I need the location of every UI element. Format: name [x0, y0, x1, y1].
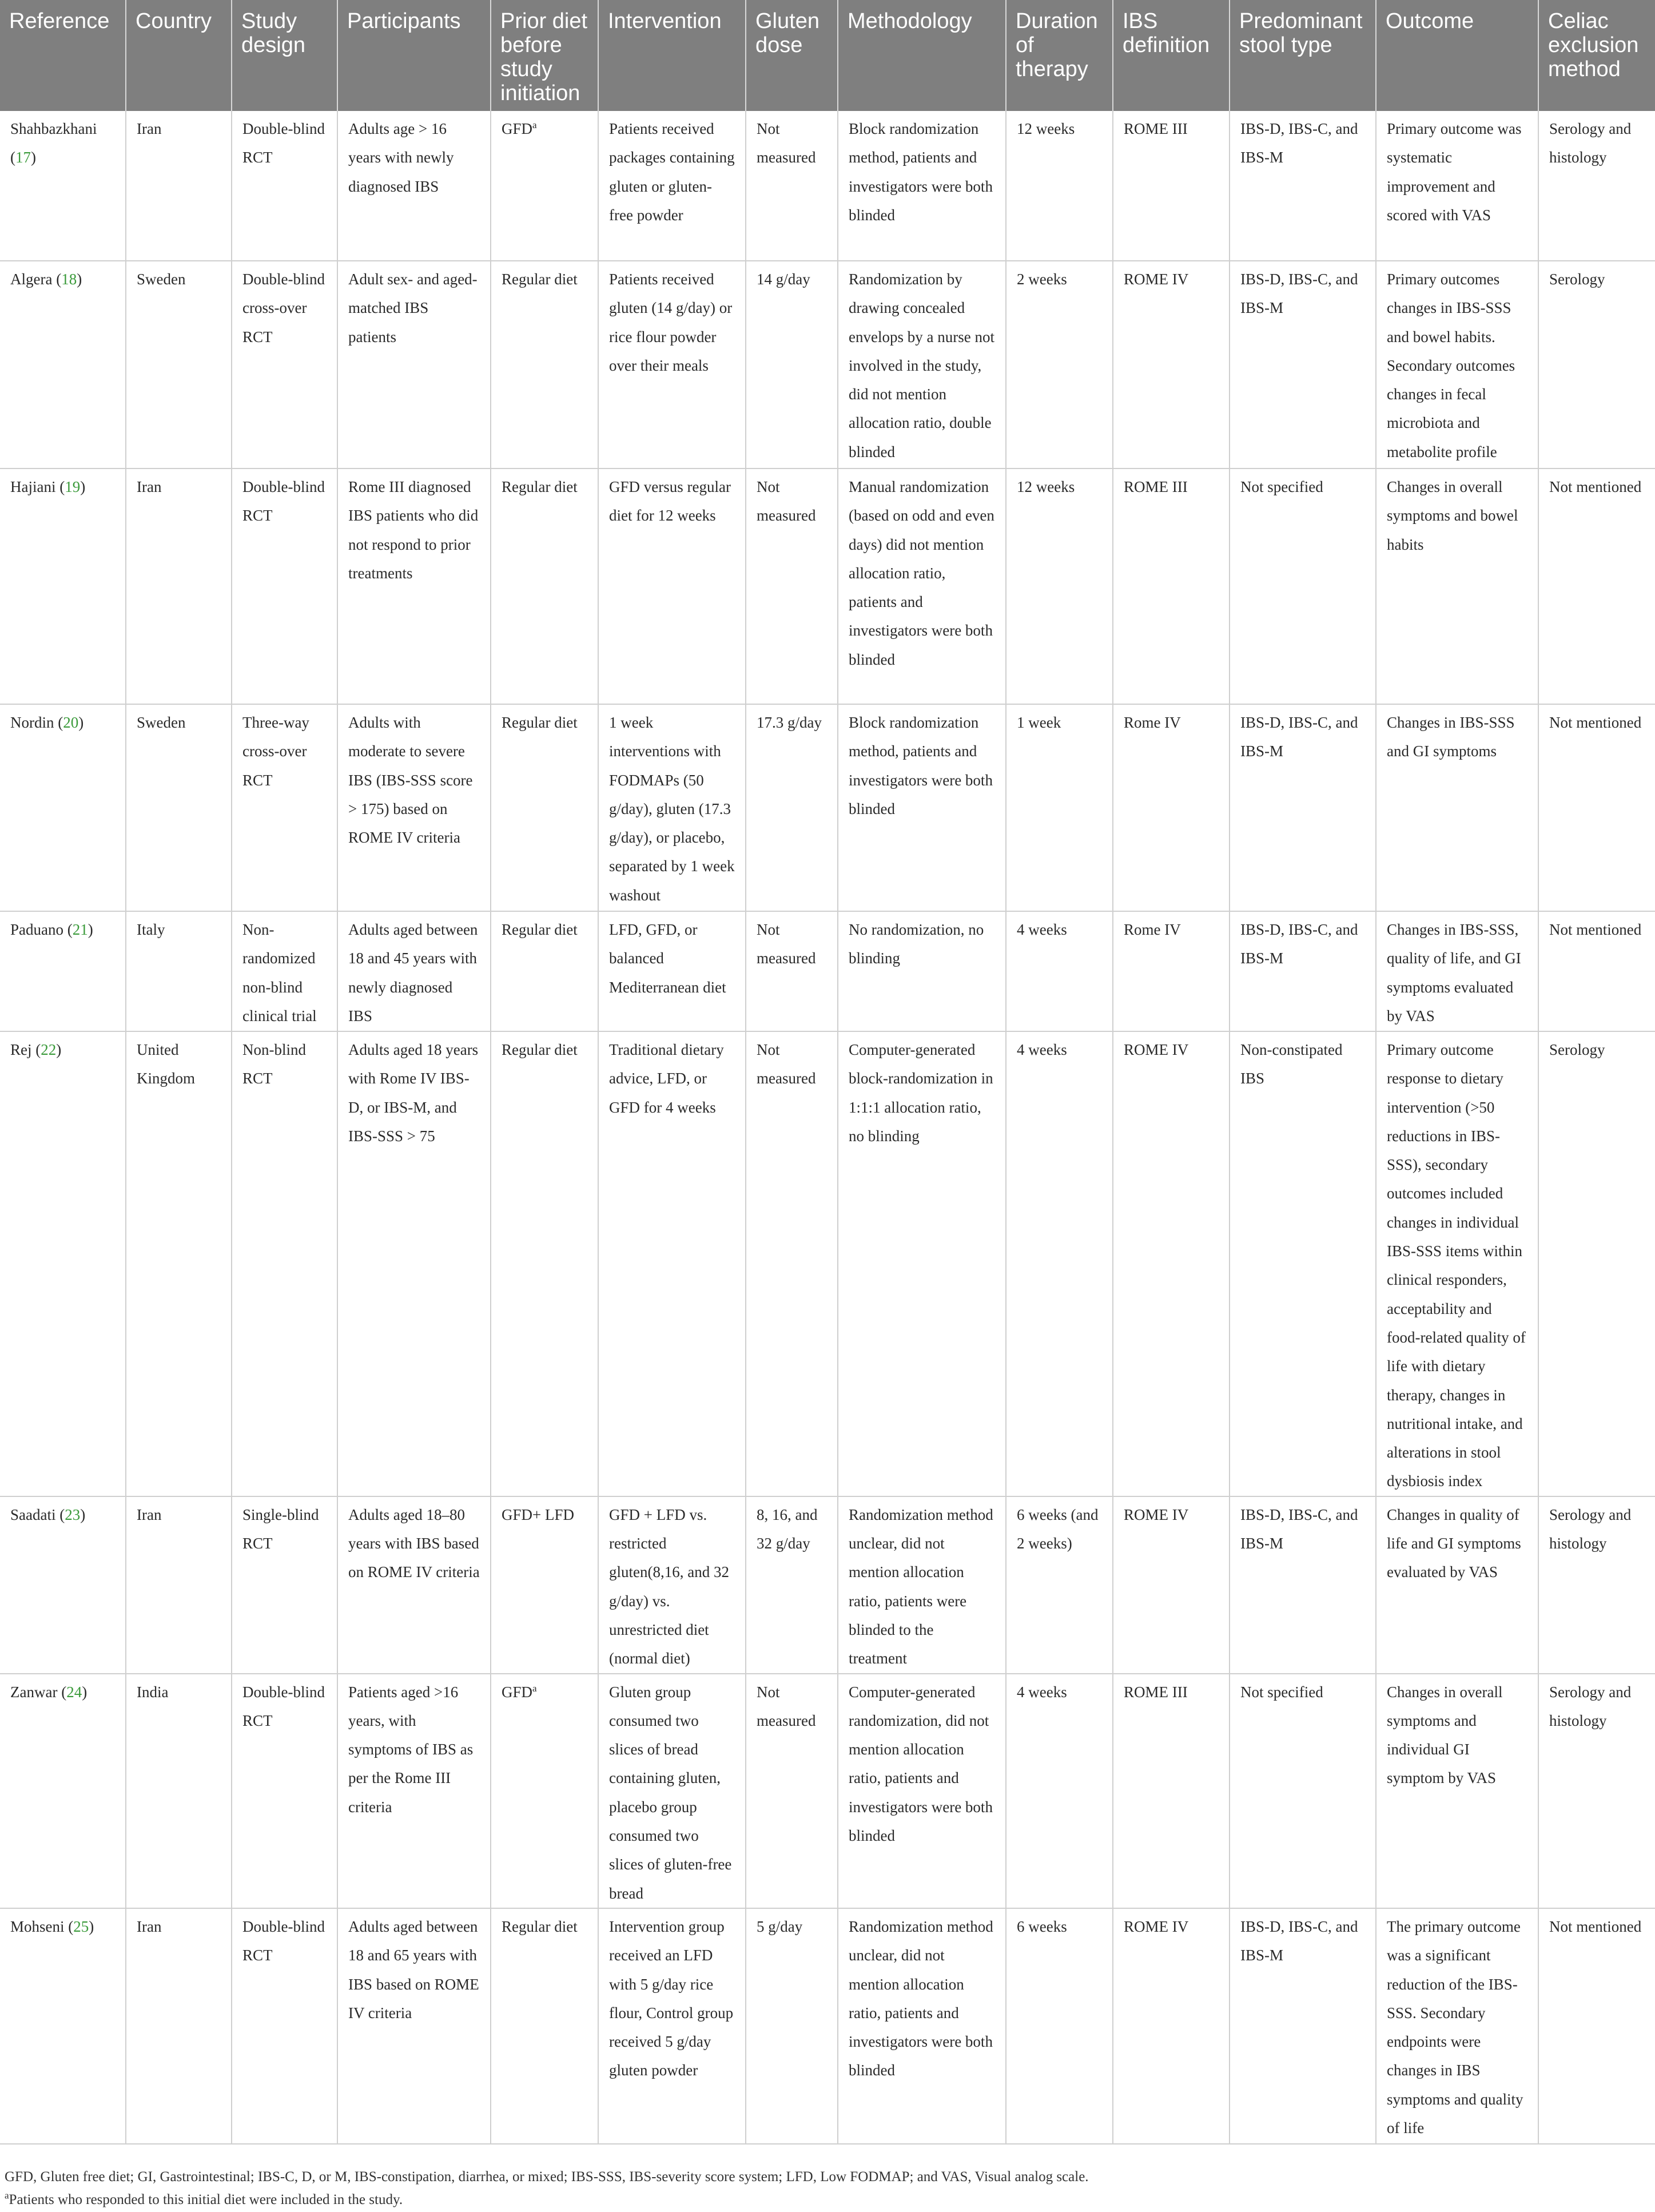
- prior-diet-text: GFD: [502, 1683, 533, 1701]
- participants-cell: Adults age > 16 years with newly diagnosed IBS: [337, 111, 491, 261]
- intervention-cell: 1 week interventions with FODMAPs (50 g/day), gluten (17.3 g/day), or placebo, separated by 1 week washout: [598, 704, 746, 911]
- prior-diet-cell: [491, 1908, 598, 2144]
- participants-cell: Adults with moderate to severe IBS (IBS-SSS score > 175) based on ROME IV criteria: [337, 704, 491, 911]
- country-cell: Iran: [126, 1496, 232, 1674]
- dose-cell: 8, 16, and 32 g/day: [746, 1496, 838, 1674]
- prior-diet-cell: [491, 261, 598, 468]
- table-row: [0, 1031, 1655, 1496]
- reference-author: Shahbazkhani: [10, 120, 97, 137]
- citation-link[interactable]: 17: [15, 149, 31, 166]
- header-participants: Participants: [337, 0, 491, 111]
- prior-diet-cell: [491, 111, 598, 261]
- stool-type-cell: IBS-D, IBS-C, and IBS-M: [1230, 704, 1376, 911]
- dose-cell: Not measured: [746, 111, 838, 261]
- header-row: [0, 0, 1655, 111]
- country-cell: Iran: [126, 1908, 232, 2144]
- reference-cell: Rej (22): [0, 1031, 126, 1496]
- citation-link[interactable]: 19: [65, 478, 81, 495]
- design-cell: Double-blind cross-over RCT: [232, 261, 337, 468]
- dose-cell: Not measured: [746, 911, 838, 1031]
- country-cell: Sweden: [126, 261, 232, 468]
- header-reference: Reference: [0, 0, 126, 111]
- definition-cell: Rome IV: [1113, 911, 1230, 1031]
- country-cell: United Kingdom: [126, 1031, 232, 1496]
- reference-cell: Zanwar (24): [0, 1674, 126, 1908]
- reference-author: Paduano: [10, 921, 63, 938]
- stool-type-cell: IBS-D, IBS-C, and IBS-M: [1230, 1908, 1376, 2144]
- header-stool-type: Predominant stool type: [1230, 0, 1376, 111]
- definition-cell: ROME IV: [1113, 1031, 1230, 1496]
- abbreviations-footnote: GFD, Gluten free diet; GI, Gastrointestinal; IBS-C, D, or M, IBS-constipation, diarrhea, or mixed; IBS-SSS, IBS-severity score system; LFD, Low FODMAP; and VAS, Visual analog scale.: [5, 2169, 1089, 2185]
- design-cell: Double-blind RCT: [232, 1908, 337, 2144]
- duration-cell: 6 weeks: [1006, 1908, 1113, 2144]
- country-cell: Iran: [126, 111, 232, 261]
- methodology-cell: Randomization method unclear, did not mention allocation ratio, patients and investigators were both blinded: [838, 1908, 1006, 2144]
- design-cell: Double-blind RCT: [232, 468, 337, 704]
- intervention-cell: GFD versus regular diet for 12 weeks: [598, 468, 746, 704]
- reference-author: Hajiani: [10, 478, 56, 495]
- header-country: Country: [126, 0, 232, 111]
- celiac-cell: Not mentioned: [1538, 911, 1655, 1031]
- celiac-cell: Serology and histology: [1538, 111, 1655, 261]
- citation-link[interactable]: 24: [66, 1683, 82, 1701]
- a-footnote: [5, 2189, 1646, 2211]
- citation-link[interactable]: 25: [73, 1917, 89, 1935]
- dose-cell: Not measured: [746, 1031, 838, 1496]
- stool-type-cell: Not specified: [1230, 1674, 1376, 1908]
- design-cell: Double-blind RCT: [232, 111, 337, 261]
- participants-cell: Adults aged between 18 and 45 years with newly diagnosed IBS: [337, 911, 491, 1031]
- participants-cell: Rome III diagnosed IBS patients who did not respond to prior treatments: [337, 468, 491, 704]
- definition-cell: ROME IV: [1113, 1908, 1230, 2144]
- table-body: [0, 111, 1655, 2144]
- prior-diet-cell: [491, 1496, 598, 1674]
- design-cell: Double-blind RCT: [232, 1674, 337, 1908]
- intervention-cell: Patients received gluten (14 g/day) or rice flour powder over their meals: [598, 261, 746, 468]
- prior-diet-text: GFD+ LFD: [502, 1506, 574, 1523]
- outcome-cell: Primary outcome was systematic improvement and scored with VAS: [1376, 111, 1538, 261]
- prior-diet-text: Regular diet: [502, 714, 578, 731]
- prior-diet-cell: [491, 1031, 598, 1496]
- prior-diet-text: Regular diet: [502, 1041, 578, 1058]
- methodology-cell: Randomization by drawing concealed envelops by a nurse not involved in the study, did not mention allocation ratio, double blinded: [838, 261, 1006, 468]
- table-row: [0, 911, 1655, 1031]
- celiac-cell: Serology and histology: [1538, 1496, 1655, 1674]
- prior-diet-text: Regular diet: [502, 921, 578, 938]
- reference-cell: Shahbazkhani (17): [0, 111, 126, 261]
- header-intervention: Intervention: [598, 0, 746, 111]
- outcome-cell: Changes in IBS-SSS, quality of life, and GI symptoms evaluated by VAS: [1376, 911, 1538, 1031]
- methodology-cell: Block randomization method, patients and investigators were both blinded: [838, 111, 1006, 261]
- intervention-cell: Gluten group consumed two slices of bread containing gluten, placebo group consumed two slices of gluten-free bread: [598, 1674, 746, 1908]
- design-cell: Single-blind RCT: [232, 1496, 337, 1674]
- country-cell: Sweden: [126, 704, 232, 911]
- header-duration: Duration of therapy: [1006, 0, 1113, 111]
- outcome-cell: Changes in IBS-SSS and GI symptoms: [1376, 704, 1538, 911]
- dose-cell: 14 g/day: [746, 261, 838, 468]
- participants-cell: Adults aged 18 years with Rome IV IBS-D, or IBS-M, and IBS-SSS > 75: [337, 1031, 491, 1496]
- reference-cell: Hajiani (19): [0, 468, 126, 704]
- celiac-cell: Not mentioned: [1538, 704, 1655, 911]
- header-prior-diet: Prior diet before study initiation: [491, 0, 598, 111]
- table-row: [0, 468, 1655, 704]
- reference-cell: Nordin (20): [0, 704, 126, 911]
- duration-cell: 4 weeks: [1006, 1674, 1113, 1908]
- intervention-cell: Patients received packages containing gluten or gluten-free powder: [598, 111, 746, 261]
- definition-cell: ROME III: [1113, 111, 1230, 261]
- participants-cell: Adults aged between 18 and 65 years with IBS based on ROME IV criteria: [337, 1908, 491, 2144]
- stool-type-cell: Not specified: [1230, 468, 1376, 704]
- participants-cell: Patients aged >16 years, with symptoms of IBS as per the Rome III criteria: [337, 1674, 491, 1908]
- design-cell: Three-way cross-over RCT: [232, 704, 337, 911]
- reference-author: Algera: [10, 271, 53, 288]
- outcome-cell: Primary outcomes changes in IBS-SSS and bowel habits. Secondary outcomes changes in fecal microbiota and metabolite profile: [1376, 261, 1538, 468]
- duration-cell: 6 weeks (and 2 weeks): [1006, 1496, 1113, 1674]
- prior-diet-text: Regular diet: [502, 1917, 578, 1935]
- reference-author: Nordin: [10, 714, 54, 731]
- header-outcome: Outcome: [1376, 0, 1538, 111]
- duration-cell: 1 week: [1006, 704, 1113, 911]
- celiac-cell: Not mentioned: [1538, 1908, 1655, 2144]
- header-methodology: Methodology: [838, 0, 1006, 111]
- header-ibs-definition: IBS definition: [1113, 0, 1230, 111]
- definition-cell: ROME IV: [1113, 261, 1230, 468]
- table-row: [0, 1674, 1655, 1908]
- definition-cell: ROME IV: [1113, 1496, 1230, 1674]
- table-row: [0, 1496, 1655, 1674]
- methodology-cell: Manual randomization (based on odd and even days) did not mention allocation ratio, patients and investigators were both blinded: [838, 468, 1006, 704]
- table-row: [0, 1908, 1655, 2144]
- reference-cell: Paduano (21): [0, 911, 126, 1031]
- citation-link[interactable]: 23: [65, 1506, 81, 1523]
- header-study-design: Study design: [232, 0, 337, 111]
- intervention-cell: GFD + LFD vs. restricted gluten(8,16, and 32 g/day) vs. unrestricted diet (normal diet): [598, 1496, 746, 1674]
- citation-link[interactable]: 21: [72, 921, 88, 938]
- participants-cell: Adult sex- and aged-matched IBS patients: [337, 261, 491, 468]
- duration-cell: 4 weeks: [1006, 911, 1113, 1031]
- dose-cell: 5 g/day: [746, 1908, 838, 2144]
- outcome-cell: The primary outcome was a significant reduction of the IBS-SSS. Secondary endpoints were changes in IBS symptoms and quality of life: [1376, 1908, 1538, 2144]
- a-footnote-marker: a: [5, 2190, 9, 2201]
- celiac-cell: Not mentioned: [1538, 468, 1655, 704]
- duration-cell: 12 weeks: [1006, 468, 1113, 704]
- table-row: [0, 704, 1655, 911]
- prior-diet-cell: [491, 1674, 598, 1908]
- celiac-cell: Serology and histology: [1538, 1674, 1655, 1908]
- reference-cell: Mohseni (25): [0, 1908, 126, 2144]
- prior-diet-cell: [491, 468, 598, 704]
- reference-author: Mohseni: [10, 1917, 65, 1935]
- prior-diet-text: Regular diet: [502, 271, 578, 288]
- celiac-cell: Serology: [1538, 1031, 1655, 1496]
- outcome-cell: Primary outcome response to dietary intervention (>50 reductions in IBS-SSS), secondary outcomes included changes in individual IBS-SSS items within clinical responders, acceptability and food-related quality of life with dietary therapy, changes in nutritional intake, and alterations in stool dysbiosis index: [1376, 1031, 1538, 1496]
- outcome-cell: Changes in quality of life and GI symptoms evaluated by VAS: [1376, 1496, 1538, 1674]
- stool-type-cell: IBS-D, IBS-C, and IBS-M: [1230, 261, 1376, 468]
- footnote-marker: a: [532, 1682, 537, 1694]
- intervention-cell: Traditional dietary advice, LFD, or GFD for 4 weeks: [598, 1031, 746, 1496]
- stool-type-cell: IBS-D, IBS-C, and IBS-M: [1230, 111, 1376, 261]
- header-celiac-exclusion: Celiac exclusion method: [1538, 0, 1655, 111]
- reference-cell: Algera (18): [0, 261, 126, 468]
- methodology-cell: No randomization, no blinding: [838, 911, 1006, 1031]
- intervention-cell: Intervention group received an LFD with 5 g/day rice flour, Control group received 5 g/day gluten powder: [598, 1908, 746, 2144]
- reference-author: Rej: [10, 1041, 32, 1058]
- prior-diet-cell: [491, 704, 598, 911]
- country-cell: Iran: [126, 468, 232, 704]
- outcome-cell: Changes in overall symptoms and bowel habits: [1376, 468, 1538, 704]
- participants-cell: Adults aged 18–80 years with IBS based on ROME IV criteria: [337, 1496, 491, 1674]
- dose-cell: 17.3 g/day: [746, 704, 838, 911]
- prior-diet-cell: [491, 911, 598, 1031]
- citation-link[interactable]: 20: [63, 714, 79, 731]
- duration-cell: 4 weeks: [1006, 1031, 1113, 1496]
- table-row: [0, 111, 1655, 261]
- stool-type-cell: IBS-D, IBS-C, and IBS-M: [1230, 1496, 1376, 1674]
- citation-link[interactable]: 22: [41, 1041, 57, 1058]
- country-cell: India: [126, 1674, 232, 1908]
- citation-link[interactable]: 18: [61, 271, 77, 288]
- prior-diet-text: GFD: [502, 120, 533, 137]
- dose-cell: Not measured: [746, 1674, 838, 1908]
- reference-author: Saadati: [10, 1506, 56, 1523]
- methodology-cell: Block randomization method, patients and investigators were both blinded: [838, 704, 1006, 911]
- country-cell: Italy: [126, 911, 232, 1031]
- table-footnotes: [5, 2166, 1646, 2211]
- intervention-cell: LFD, GFD, or balanced Mediterranean diet: [598, 911, 746, 1031]
- table-row: [0, 261, 1655, 468]
- reference-cell: Saadati (23): [0, 1496, 126, 1674]
- prior-diet-text: Regular diet: [502, 478, 578, 495]
- definition-cell: Rome IV: [1113, 704, 1230, 911]
- header-gluten-dose: Gluten dose: [746, 0, 838, 111]
- stool-type-cell: Non-constipated IBS: [1230, 1031, 1376, 1496]
- design-cell: Non-randomized non-blind clinical trial: [232, 911, 337, 1031]
- methodology-cell: Randomization method unclear, did not mention allocation ratio, patients were blinded to the treatment: [838, 1496, 1006, 1674]
- celiac-cell: Serology: [1538, 261, 1655, 468]
- definition-cell: ROME III: [1113, 468, 1230, 704]
- a-footnote-text: Patients who responded to this initial diet were included in the study.: [9, 2192, 403, 2207]
- footnote-marker: a: [532, 120, 537, 130]
- design-cell: Non-blind RCT: [232, 1031, 337, 1496]
- methodology-cell: Computer-generated randomization, did not mention allocation ratio, patients and investigators were both blinded: [838, 1674, 1006, 1908]
- definition-cell: ROME III: [1113, 1674, 1230, 1908]
- stool-type-cell: IBS-D, IBS-C, and IBS-M: [1230, 911, 1376, 1031]
- methodology-cell: Computer-generated block-randomization in 1:1:1 allocation ratio, no blinding: [838, 1031, 1006, 1496]
- outcome-cell: Changes in overall symptoms and individual GI symptom by VAS: [1376, 1674, 1538, 1908]
- reference-author: Zanwar: [10, 1683, 58, 1701]
- dose-cell: Not measured: [746, 468, 838, 704]
- duration-cell: 2 weeks: [1006, 261, 1113, 468]
- duration-cell: 12 weeks: [1006, 111, 1113, 261]
